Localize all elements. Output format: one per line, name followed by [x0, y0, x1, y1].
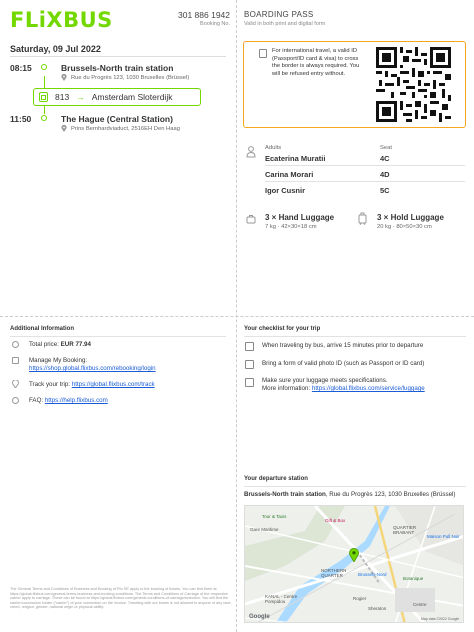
- checklist-title: Your checklist for your trip: [244, 326, 321, 332]
- divider: [265, 165, 465, 166]
- google-logo: Google: [249, 614, 270, 620]
- faq-label: FAQ:: [29, 397, 44, 404]
- flixbus-logo: FLiXBUS: [10, 8, 113, 32]
- arrival-time: 11:50: [10, 114, 32, 124]
- passenger-icon: [246, 146, 256, 158]
- map-label: Centre: [413, 602, 427, 607]
- departure-dot-icon: [41, 64, 47, 70]
- horizontal-cut-line: [0, 316, 474, 317]
- hold-luggage-icon: [358, 212, 367, 225]
- luggage-info-link[interactable]: https://global.flixbus.com/service/luggage: [311, 385, 425, 392]
- adults-label: Adults: [265, 145, 282, 151]
- total-price-row: [29, 341, 91, 349]
- total-price-value: EUR 77.94: [60, 341, 91, 348]
- hold-luggage-detail: 20 kg · 80×50×30 cm: [377, 224, 432, 230]
- divider: [244, 486, 466, 487]
- map-label: Botanique: [403, 576, 424, 581]
- id-notice-text: For international travel, a valid ID (Passport/ID card & visa) to cross the border is always required. You will be refused entry without.: [272, 48, 360, 77]
- checklist-checkbox[interactable]: [245, 342, 254, 351]
- arrival-dot-icon: [41, 115, 47, 121]
- faq-link[interactable]: https://help.flixbus.com: [44, 397, 108, 404]
- departure-address-row: [61, 74, 189, 81]
- checklist-item: Make sure your luggage meets specifications.: [262, 377, 388, 384]
- map-label: NORTHERN QUARTER: [321, 568, 347, 578]
- booking-number: 301 886 1942: [178, 10, 230, 20]
- trip-date: Saturday, 09 Jul 2022: [10, 44, 101, 54]
- location-pin-icon: [12, 380, 19, 388]
- departure-station-line: [244, 491, 470, 498]
- map-label: Rogier: [353, 596, 367, 601]
- map-label: Tour & Taxis: [262, 514, 287, 519]
- hold-luggage-title: 3 × Hold Luggage: [377, 213, 444, 222]
- checklist-checkbox[interactable]: [245, 360, 254, 369]
- map-pin-icon: [61, 125, 67, 132]
- luggage-info-row: [262, 385, 425, 393]
- checklist-item: Bring a form of valid photo ID (such as Passport or ID card): [262, 360, 425, 367]
- passport-icon: [259, 49, 267, 58]
- terms-fine-print: The General Terms and Conditions of Business and Booking of Flix SE apply to the booking of tickets. You can find them at https://global.flixbus.com/general-terms-business-and-booking-conditions. The Terms and Conditions of Carriage of the respective carrier apply to carriage. These can be found at https://global.flixbus.com/general-conditions-of-carriage/selection. You will find the carrier/concession holder (“carrier”) of your connection on the invoice. Traveling with our buses is not allowed to anyone of any race, creed, religion, gender, national origin or physical ability.: [10, 587, 232, 610]
- passenger-seat: 4C: [380, 154, 390, 163]
- passenger-name: Igor Cusnir: [265, 186, 306, 195]
- more-info-label: More information:: [262, 385, 311, 392]
- booking-number-label: Booking No.: [200, 21, 230, 27]
- map-label: KANAL - Centre Pompidou: [265, 594, 298, 604]
- bus-direction: Amsterdam Sloterdijk: [91, 92, 173, 102]
- total-price-label: Total price:: [29, 341, 59, 348]
- boarding-pass-subtitle: Valid in both print and digital form: [244, 21, 326, 27]
- divider: [10, 56, 226, 57]
- hand-luggage-detail: 7 kg · 42×30×18 cm: [265, 224, 317, 230]
- additional-info-title: Additional Information: [10, 326, 74, 332]
- arrow-right-icon: →: [76, 92, 85, 102]
- hand-luggage-title: 3 × Hand Luggage: [265, 213, 335, 222]
- departure-station: Brussels-North train station: [61, 63, 174, 73]
- passenger-seat: 4D: [380, 170, 390, 179]
- passenger-seat: 5C: [380, 186, 390, 195]
- manage-booking-icon: [12, 357, 19, 364]
- price-tag-icon: [12, 341, 19, 348]
- map-label: Gare Maritime: [250, 527, 279, 532]
- manage-booking-link[interactable]: https://shop.global.flixbus.com/rebooking/login: [29, 365, 156, 372]
- map-label: Brussels-Nord: [358, 572, 387, 577]
- track-trip-link[interactable]: https://global.flixbus.com/track: [71, 381, 155, 388]
- qr-code: [376, 47, 451, 122]
- divider: [265, 181, 465, 182]
- help-icon: [12, 397, 19, 404]
- departure-address: Rue du Progrès 123, 1030 Bruxelles (Brüssel): [71, 74, 190, 81]
- map-label: Maison Pull Noir: [427, 534, 460, 539]
- bus-icon: [39, 92, 48, 102]
- track-trip-row: [29, 381, 155, 389]
- map-pin-icon: [61, 74, 67, 81]
- station-map[interactable]: [244, 505, 464, 623]
- map-label: QUARTIER BRABANT: [393, 525, 417, 535]
- checklist-item: When traveling by bus, arrive 15 minutes prior to departure: [262, 342, 424, 349]
- map-marker-icon: [349, 548, 359, 562]
- departure-station-address: , Rue du Progrès 123, 1030 Bruxelles (Brüssel): [325, 491, 456, 498]
- divider: [244, 336, 466, 337]
- bus-info: [33, 88, 201, 106]
- boarding-pass-title: BOARDING PASS: [244, 10, 314, 19]
- divider: [10, 336, 226, 337]
- passenger-name: Carina Morari: [265, 170, 314, 179]
- map-credit: Map data ©2022 Google: [421, 617, 460, 621]
- map-label: Sheraton: [368, 606, 387, 611]
- arrival-address: Prins Bernhardviaduct, 2516EH Den Haag: [71, 125, 180, 132]
- seat-label: Seat: [380, 145, 392, 151]
- arrival-station: The Hague (Central Station): [61, 114, 173, 124]
- departure-station-name: Brussels-North train station: [244, 491, 326, 498]
- track-trip-label: Track your trip:: [29, 381, 71, 388]
- map-canvas: [245, 506, 464, 623]
- manage-booking-label: Manage My Booking:: [29, 357, 88, 364]
- map-label: Gift & Box: [325, 518, 346, 523]
- checklist-checkbox[interactable]: [245, 378, 254, 387]
- faq-row: [29, 397, 108, 405]
- bus-number: 813: [55, 92, 70, 102]
- arrival-address-row: [61, 125, 180, 132]
- hand-luggage-icon: [246, 214, 256, 224]
- departure-time: 08:15: [10, 63, 32, 73]
- departure-station-title: Your departure station: [244, 476, 308, 482]
- passenger-name: Ecaterina Muratii: [265, 154, 326, 163]
